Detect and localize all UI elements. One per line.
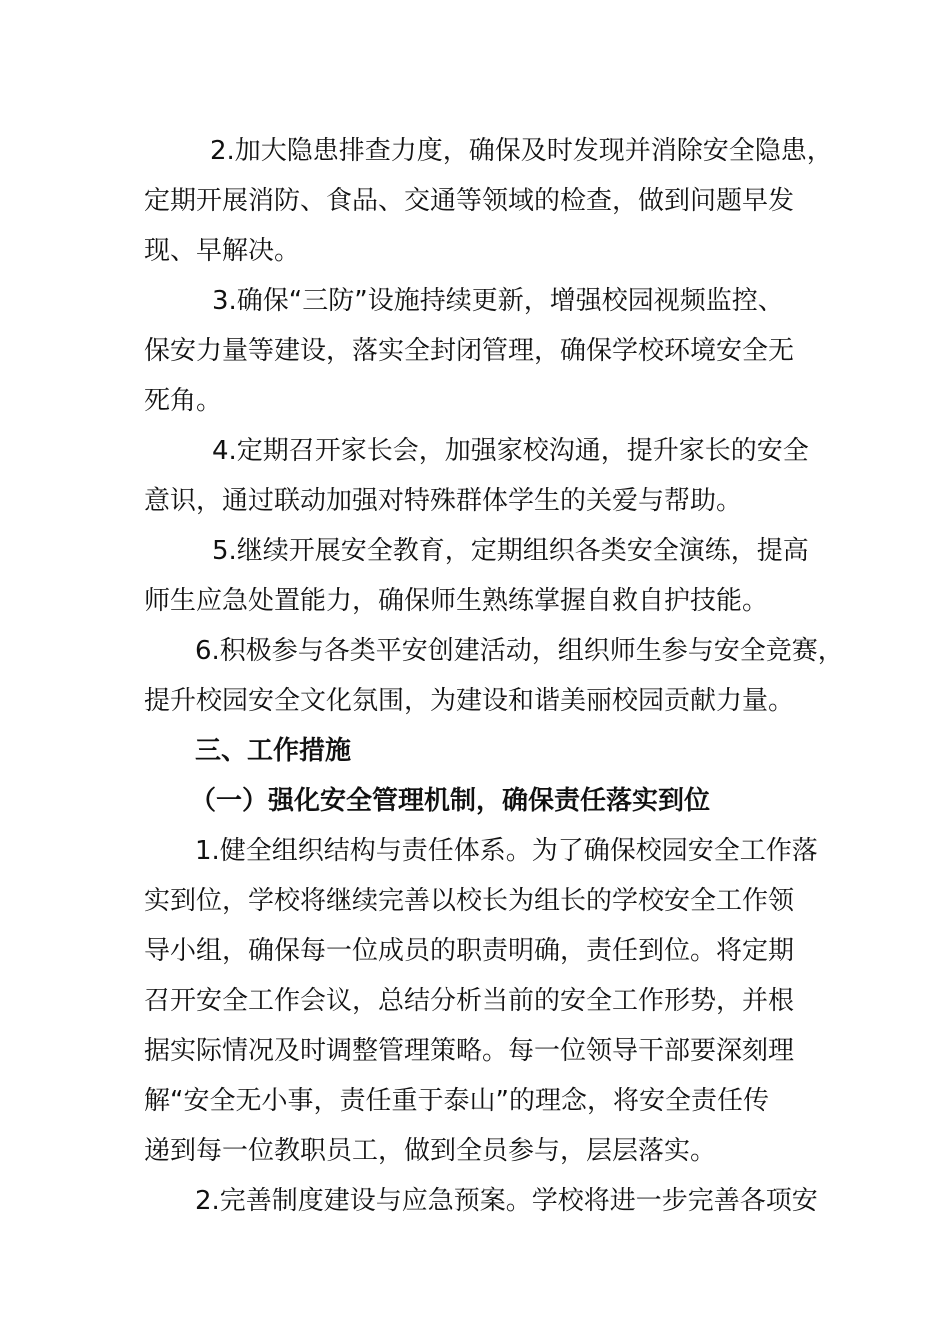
measure-1-line-2: 实到位，学校将继续完善以校长为组长的学校安全工作领 <box>144 886 795 916</box>
measure-1-line-4: 召开安全工作会议，总结分析当前的安全工作形势，并根 <box>144 986 795 1016</box>
measure-1-line-3: 导小组，确保每一位成员的职责明确，责任到位。将定期 <box>144 936 795 966</box>
paragraph-3-line-2: 保安力量等建设，落实全封闭管理，确保学校环境安全无 <box>144 336 795 366</box>
paragraph-3-line-1: 3.确保“三防”设施持续更新，增强校园视频监控、 <box>212 286 784 316</box>
measure-2-line-1: 2.完善制度建设与应急预案。学校将进一步完善各项安 <box>195 1186 818 1216</box>
section-heading: 三、工作措施 <box>195 736 352 766</box>
paragraph-6-line-1: 6.积极参与各类平安创建活动，组织师生参与安全竞赛， <box>195 636 844 666</box>
paragraph-2-line-3: 现、早解决。 <box>144 236 301 266</box>
measure-1-line-7: 递到每一位教职员工，做到全员参与，层层落实。 <box>144 1136 717 1166</box>
subsection-heading: （一）强化安全管理机制，确保责任落实到位 <box>190 786 711 816</box>
paragraph-2-line-1: 2.加大隐患排查力度，确保及时发现并消除安全隐患， <box>210 136 833 166</box>
paragraph-3-line-3: 死角。 <box>144 386 223 416</box>
paragraph-5-line-2: 师生应急处置能力，确保师生熟练掌握自救自护技能。 <box>144 586 769 616</box>
paragraph-4-line-1: 4.定期召开家长会，加强家校沟通，提升家长的安全 <box>212 436 809 466</box>
paragraph-5-line-1: 5.继续开展安全教育，定期组织各类安全演练，提高 <box>212 536 809 566</box>
measure-1-line-5: 据实际情况及时调整管理策略。每一位领导干部要深刻理 <box>144 1036 795 1066</box>
paragraph-2-line-2: 定期开展消防、食品、交通等领域的检查，做到问题早发 <box>144 186 795 216</box>
measure-1-line-6: 解“安全无小事，责任重于泰山”的理念，将安全责任传 <box>144 1086 769 1116</box>
measure-1-line-1: 1.健全组织结构与责任体系。为了确保校园安全工作落 <box>195 836 818 866</box>
paragraph-6-line-2: 提升校园安全文化氛围，为建设和谐美丽校园贡献力量。 <box>144 686 795 716</box>
paragraph-4-line-2: 意识，通过联动加强对特殊群体学生的关爱与帮助。 <box>144 486 743 516</box>
